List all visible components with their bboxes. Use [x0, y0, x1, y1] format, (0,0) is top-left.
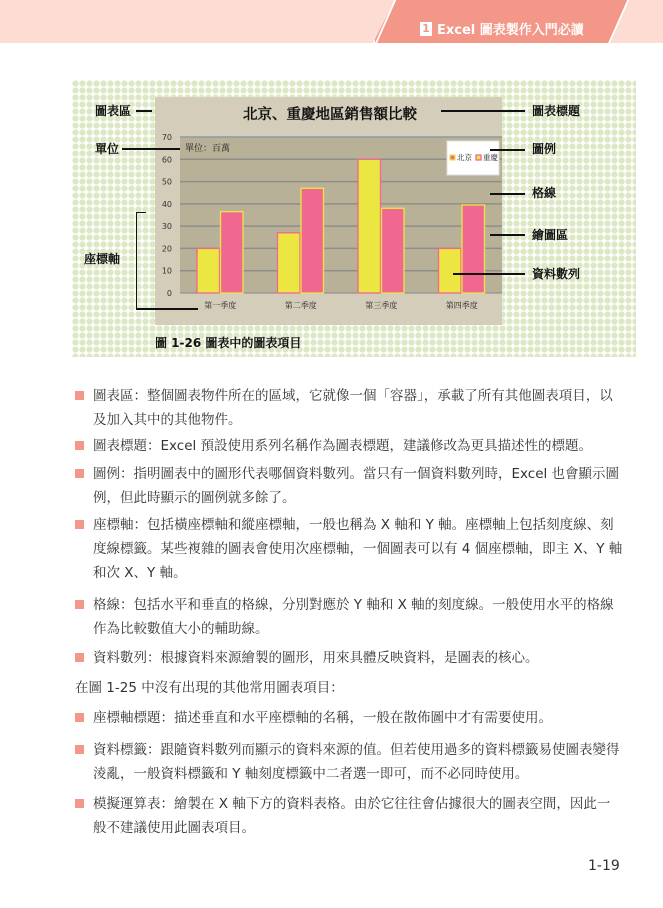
callout-gridlines: 格線 — [532, 186, 557, 200]
y-tick-label: 60 — [161, 155, 172, 165]
y-tick-label: 30 — [161, 222, 172, 232]
x-tick-label: 第三季度 — [365, 301, 398, 310]
page-number: 1-19 — [588, 858, 620, 874]
callout-line — [441, 110, 525, 112]
y-tick-label: 10 — [161, 266, 172, 276]
bullet-item: 資料數列：根據資料來源繪製的圖形，用來具體反映資料，是圖表的核心。 — [93, 646, 623, 670]
callout-axis: 座標軸 — [84, 252, 121, 266]
callout-line — [136, 308, 198, 310]
callout-line — [490, 149, 525, 151]
bullet-item: 圖表區：整個圖表物件所在的區域，它就像一個「容器」，承載了所有其他圖表項目，以及加入其中的其他物件。 — [93, 384, 623, 432]
figure-caption: 圖 1-26 圖表中的圖表項目 — [155, 336, 302, 350]
callout-unit: 單位 — [95, 142, 120, 156]
callout-plot-area: 繪圖區 — [532, 228, 569, 242]
bar-北京-1 — [197, 248, 220, 293]
bar-chart — [155, 97, 502, 325]
bar-重慶-4 — [462, 205, 485, 293]
callout-line — [490, 234, 525, 236]
x-tick-label: 第一季度 — [204, 301, 237, 310]
bullet-item: 座標軸標題：描述垂直和水平座標軸的名稱，一般在散佈圖中才有需要使用。 — [93, 706, 623, 730]
y-tick-label: 20 — [161, 244, 172, 254]
bullet-item: 圖表標題：Excel 預設使用系列名稱作為圖表標題，建議修改為更具描述性的標題。 — [93, 434, 623, 458]
y-tick-label: 0 — [166, 289, 172, 298]
bar-北京-2 — [278, 233, 301, 293]
callout-legend: 圖例 — [532, 142, 557, 156]
y-tick-label: 70 — [161, 133, 172, 142]
unit-label: 單位：百萬 — [185, 144, 231, 154]
chapter-number: 1 — [420, 22, 432, 36]
callout-line — [122, 148, 180, 150]
page-header — [0, 0, 663, 43]
paragraph: 在圖 1-25 中沒有出現的其他常用圖表項目： — [75, 680, 344, 696]
chart-title: 北京、重慶地區銷售額比較 — [243, 107, 417, 123]
legend-label: 重慶 — [483, 153, 498, 162]
callout-chart-title: 圖表標題 — [532, 104, 581, 118]
callout-line — [453, 273, 525, 275]
legend-label: 北京 — [457, 153, 472, 162]
axis-bracket — [136, 212, 146, 309]
legend-swatch — [476, 155, 481, 160]
chapter-title — [420, 19, 584, 38]
x-tick-label: 第四季度 — [445, 301, 478, 310]
bullet-item: 圖例：指明圖表中的圖形代表哪個資料數列。當只有一個資料數列時，Excel 也會顯示圖例，但此時顯示的圖例就多餘了。 — [93, 462, 623, 510]
bullet-item: 資料標籤：跟隨資料數列而顯示的資料來源的值。但若使用過多的資料標籤易使圖表變得淩亂，一般資料標籤和 Y 軸刻度標籤中二者選一即可，而不必同時使用。 — [93, 738, 623, 786]
callout-chart-area: 圖表區 — [95, 104, 132, 118]
legend-swatch — [450, 155, 455, 160]
y-tick-label: 50 — [161, 177, 172, 187]
callout-data-series: 資料數列 — [532, 267, 581, 281]
bullet-item: 座標軸：包括橫座標軸和縱座標軸，一般也稱為 X 軸和 Y 軸。座標軸上包括刻度線、刻度線標籤。某些複雜的圖表會使用次座標軸，一個圖表可以有 4 個座標軸，即主 X、Y 軸和次 X、Y 軸。 — [93, 513, 623, 585]
callout-line — [490, 193, 525, 195]
bar-北京-3 — [358, 159, 381, 293]
chapter-title-text: Excel 圖表製作入門必讀 — [437, 23, 584, 38]
bar-重慶-3 — [382, 208, 405, 293]
x-tick-label: 第二季度 — [284, 301, 317, 310]
bar-北京-4 — [439, 248, 462, 293]
y-tick-label: 40 — [161, 199, 172, 209]
callout-line — [136, 110, 152, 112]
bar-重慶-2 — [301, 188, 324, 293]
bullet-item: 格線：包括水平和垂直的格線，分別對應於 Y 軸和 X 軸的刻度線。一般使用水平的格線作為比較數值大小的輔助線。 — [93, 593, 623, 641]
bullet-item: 模擬運算表：繪製在 X 軸下方的資料表格。由於它往往會佔據很大的圖表空間，因此一般不建議使用此圖表項目。 — [93, 792, 623, 840]
bar-重慶-1 — [221, 212, 244, 293]
